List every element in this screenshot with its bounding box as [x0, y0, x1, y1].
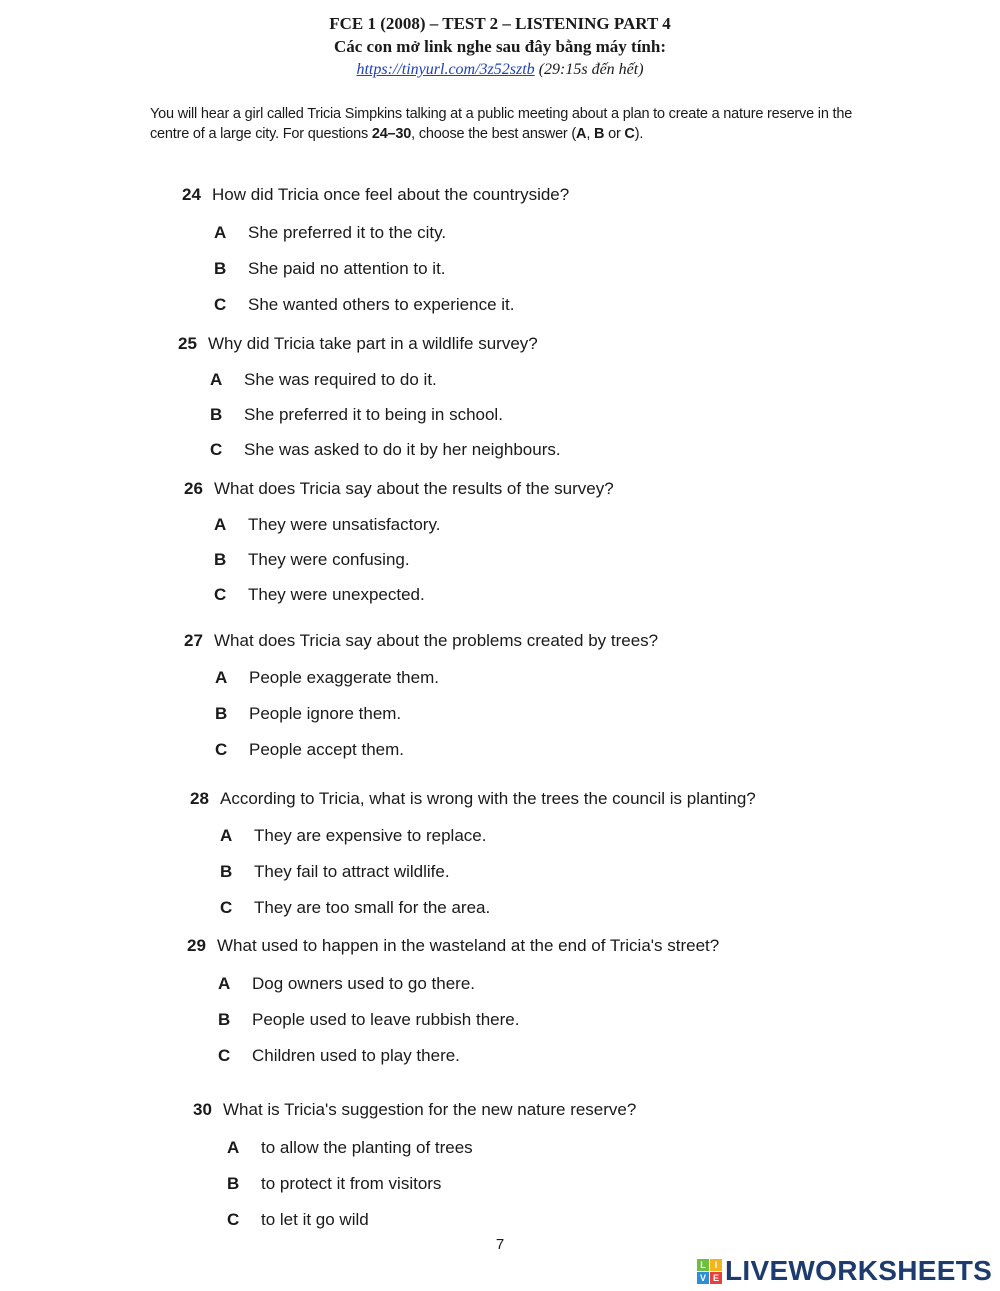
- question-text: What is Tricia's suggestion for the new nature reserve?: [223, 1100, 637, 1119]
- option-text: People ignore them.: [249, 704, 402, 723]
- option-text: Children used to play there.: [252, 1046, 460, 1065]
- option-c-label: C: [624, 126, 635, 142]
- document-title: FCE 1 (2008) – TEST 2 – LISTENING PART 4: [329, 14, 671, 33]
- option-c[interactable]: [218, 1038, 719, 1074]
- option-a[interactable]: [214, 215, 569, 251]
- question-26: [184, 479, 614, 612]
- option-c[interactable]: [214, 577, 614, 612]
- option-b[interactable]: [214, 542, 614, 577]
- option-c[interactable]: [220, 890, 756, 926]
- option-a[interactable]: [220, 818, 756, 854]
- option-letter: C: [218, 1046, 231, 1065]
- option-letter: B: [210, 405, 223, 424]
- question-text: How did Tricia once feel about the countryside?: [212, 185, 570, 204]
- question-25: [178, 334, 561, 467]
- question-text: Why did Tricia take part in a wildlife survey?: [208, 334, 538, 353]
- option-text: to let it go wild: [261, 1210, 369, 1229]
- option-text: to allow the planting of trees: [261, 1138, 473, 1157]
- question-number: 28: [190, 789, 209, 808]
- option-letter: A: [227, 1138, 240, 1157]
- audio-link[interactable]: https://tinyurl.com/3z52sztb: [356, 61, 535, 78]
- logo-block: I: [710, 1259, 722, 1271]
- question-number: 25: [178, 334, 197, 353]
- option-a[interactable]: [210, 362, 561, 397]
- option-letter: C: [227, 1210, 240, 1229]
- document-header: [0, 12, 1000, 81]
- option-letter: B: [214, 259, 227, 278]
- option-letter: A: [218, 974, 231, 993]
- question-27: [184, 631, 658, 768]
- question-number: 29: [187, 936, 206, 955]
- option-letter: C: [220, 898, 233, 917]
- question-24: [182, 185, 569, 323]
- question-number: 24: [182, 185, 201, 204]
- question-text: What used to happen in the wasteland at the end of Tricia's street?: [217, 936, 720, 955]
- option-b[interactable]: [220, 854, 756, 890]
- option-a[interactable]: [227, 1130, 636, 1166]
- option-text: She was required to do it.: [244, 370, 437, 389]
- option-a[interactable]: [214, 507, 614, 542]
- option-text: She preferred it to the city.: [248, 223, 447, 242]
- option-text: People exaggerate them.: [249, 668, 439, 687]
- option-a[interactable]: [218, 966, 719, 1002]
- logo-block: L: [697, 1259, 709, 1271]
- separator: ,: [586, 126, 594, 142]
- separator: or: [604, 126, 625, 142]
- brand-name: LIVEWORKSHEETS: [725, 1255, 993, 1286]
- option-letter: C: [214, 585, 227, 604]
- option-text: They are expensive to replace.: [254, 826, 487, 845]
- logo-block: V: [697, 1272, 709, 1284]
- option-letter: C: [210, 440, 223, 459]
- option-text: to protect it from visitors: [261, 1174, 442, 1193]
- option-b[interactable]: [227, 1166, 636, 1202]
- option-letter: A: [214, 515, 227, 534]
- option-text: They fail to attract wildlife.: [254, 862, 450, 881]
- option-text: She paid no attention to it.: [248, 259, 446, 278]
- question-number: 26: [184, 479, 203, 498]
- question-text: What does Tricia say about the problems created by trees?: [214, 631, 659, 650]
- question-number: 27: [184, 631, 203, 650]
- option-letter: A: [214, 223, 227, 242]
- instructions-text: You will hear a girl called Tricia Simpkins talking at a public meeting about a plan to create a nature reserve in the centre of a large city. For questions: [150, 106, 853, 142]
- option-letter: C: [214, 295, 227, 314]
- question-range: 24–30: [371, 126, 412, 142]
- option-text: They are too small for the area.: [254, 898, 491, 917]
- option-letter: A: [220, 826, 233, 845]
- page-number: 7: [495, 1236, 505, 1253]
- instructions: [150, 104, 870, 144]
- option-text: People used to leave rubbish there.: [252, 1010, 520, 1029]
- option-text: She preferred it to being in school.: [244, 405, 503, 424]
- option-letter: B: [215, 704, 228, 723]
- option-b[interactable]: [214, 251, 569, 287]
- option-b[interactable]: [210, 397, 561, 432]
- option-b-label: B: [593, 126, 605, 142]
- question-28: [190, 789, 756, 926]
- option-text: Dog owners used to go there.: [252, 974, 476, 993]
- instructions-text: ).: [634, 126, 644, 142]
- option-a[interactable]: [215, 660, 658, 696]
- option-a-label: A: [576, 126, 587, 142]
- option-c[interactable]: [215, 732, 658, 768]
- option-letter: B: [218, 1010, 231, 1029]
- question-text: According to Tricia, what is wrong with the trees the council is planting?: [220, 789, 756, 808]
- audio-link-line: [0, 58, 1000, 81]
- option-c[interactable]: [210, 432, 561, 467]
- live-blocks-icon: [697, 1259, 722, 1284]
- option-letter: B: [214, 550, 227, 569]
- question-number: 30: [193, 1100, 212, 1119]
- option-letter: A: [215, 668, 228, 687]
- liveworksheets-logo: [697, 1255, 992, 1287]
- option-text: People accept them.: [249, 740, 404, 759]
- question-30: [193, 1100, 636, 1238]
- instructions-text: , choose the best answer (: [411, 126, 577, 142]
- audio-link-note: (29:15s đến hết): [534, 61, 644, 78]
- logo-block: E: [710, 1272, 722, 1284]
- option-text: She wanted others to experience it.: [248, 295, 515, 314]
- question-29: [187, 936, 719, 1074]
- option-c[interactable]: [214, 287, 569, 323]
- option-text: They were unsatisfactory.: [248, 515, 441, 534]
- option-text: She was asked to do it by her neighbours.: [244, 440, 561, 459]
- option-letter: B: [227, 1174, 240, 1193]
- option-letter: A: [210, 370, 223, 389]
- question-text: What does Tricia say about the results of the survey?: [214, 479, 614, 498]
- option-c[interactable]: [227, 1202, 636, 1238]
- option-b[interactable]: [215, 696, 658, 732]
- option-text: They were unexpected.: [248, 585, 425, 604]
- option-text: They were confusing.: [248, 550, 410, 569]
- option-b[interactable]: [218, 1002, 719, 1038]
- document-subtitle: Các con mở link nghe sau đây bằng máy tính:: [333, 37, 666, 56]
- option-letter: B: [220, 862, 233, 881]
- option-letter: C: [215, 740, 228, 759]
